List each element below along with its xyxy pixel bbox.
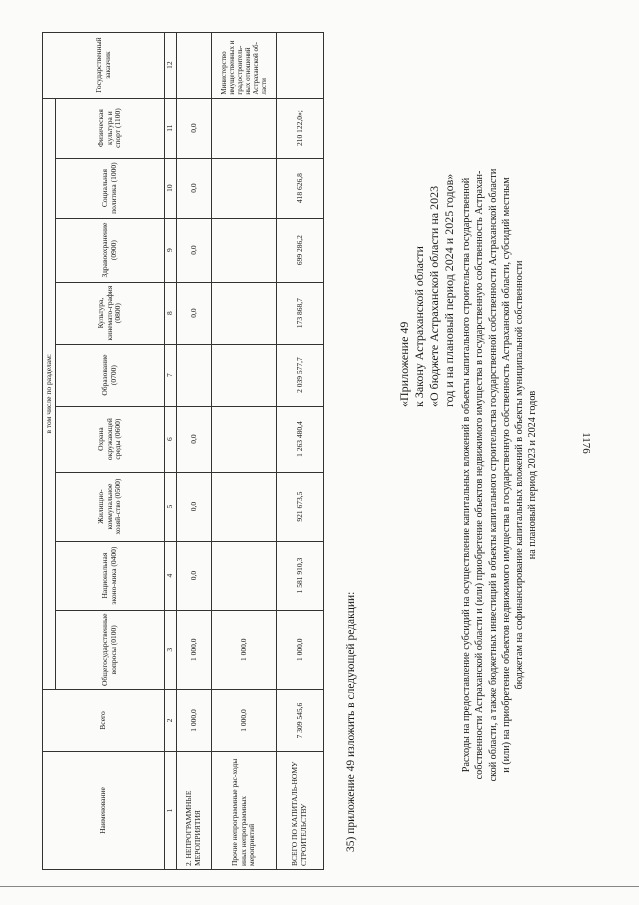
table-row-nonprogram xyxy=(177,32,212,869)
column-number: 4 xyxy=(165,541,177,610)
row-value: 1 263 480,4 xyxy=(277,406,324,472)
column-number: 9 xyxy=(165,218,177,282)
row-value: 1 581 910,3 xyxy=(277,541,324,610)
row-value: 1 000,0 xyxy=(212,610,277,689)
header-sections-group: в том числе по разделам: xyxy=(43,98,56,689)
row-value: 0,0 xyxy=(177,472,212,541)
section-header: Здравоохранение (0900) xyxy=(56,218,165,282)
column-number: 2 xyxy=(165,690,177,752)
section-header: Культура, кинемато-графия (0800) xyxy=(56,282,165,344)
section-header: Охрана окружающей среды (0600) xyxy=(56,406,165,472)
column-number-row xyxy=(165,32,177,869)
budget-table-wrapper xyxy=(42,32,324,870)
row-value: 0,0 xyxy=(177,158,212,218)
row-value: 0,0 xyxy=(177,218,212,282)
section-header: Физическая культура и спорт (1100) xyxy=(56,98,165,158)
header-name: Наименование xyxy=(43,752,165,870)
row-value: 210 122,0»; xyxy=(277,98,324,158)
section-header: Социальная политика (1000) xyxy=(56,158,165,218)
row-value: 0,0 xyxy=(177,98,212,158)
row-value xyxy=(212,472,277,541)
page-number: 1176 xyxy=(580,432,592,454)
document-heading xyxy=(460,95,540,855)
row-value: 1 000,0 xyxy=(277,610,324,689)
row-value xyxy=(212,282,277,344)
row-total: 7 309 545,6 xyxy=(277,690,324,752)
header-customer: Государственный заказчик xyxy=(43,32,165,98)
section-header: Общегосударственные вопросы (0100) xyxy=(56,610,165,689)
appendix-line: «О бюджете Астраханской области на 2023 xyxy=(427,185,441,407)
header-total: Всего xyxy=(43,690,165,752)
appendix-line: к Закону Астраханской области xyxy=(412,246,426,407)
row-value: 418 626,8 xyxy=(277,158,324,218)
heading-line: ской области, а также бюджетных инвестиций в объекты капитального строительства государственной собственности Астраханской области xyxy=(487,168,499,782)
row-name: 2. НЕПРОГРАММНЫЕ МЕРОПРИЯТИЯ xyxy=(177,752,212,870)
column-number: 12 xyxy=(165,32,177,98)
table-row-other-expenses xyxy=(212,32,277,869)
row-total: 1 000,0 xyxy=(212,690,277,752)
row-name: Прочие непрограммные рас-ходы иных непрограммных мероприятий xyxy=(212,752,277,870)
page-edge-line xyxy=(0,886,639,887)
row-value xyxy=(212,406,277,472)
row-value: 0,0 xyxy=(177,282,212,344)
row-value: 921 673,5 xyxy=(277,472,324,541)
appendix-line: год и на плановый период 2024 и 2025 годов» xyxy=(442,173,456,407)
heading-line: и (или) на приобретение объектов недвижимого имущества в государственную собственность Астраханской области, субсидий местным xyxy=(500,177,512,773)
heading-line: бюджетам на софинансирование капитальных вложений в объекты муниципальной собственности xyxy=(514,260,525,690)
heading-line: Расходы на предоставление субсидий на осуществление капитальных вложений в объекты капитального строительства государственной xyxy=(461,177,472,773)
section-header: Образование (0700) xyxy=(56,344,165,406)
column-number: 3 xyxy=(165,610,177,689)
section-header: Жилищно-коммунальное хозяй-ство (0500) xyxy=(56,472,165,541)
row-value: 173 868,7 xyxy=(277,282,324,344)
table-row-grand-total xyxy=(277,32,324,869)
heading-line: на плановый период 2023 и 2024 годов xyxy=(527,390,539,560)
amendment-instruction: 35) приложение 49 изложить в следующей редакции: xyxy=(345,591,357,852)
row-value xyxy=(177,344,212,406)
row-customer xyxy=(277,32,324,98)
column-number: 8 xyxy=(165,282,177,344)
row-customer xyxy=(177,32,212,98)
section-header: Национальная эконо-мика (0400) xyxy=(56,541,165,610)
row-value xyxy=(212,541,277,610)
row-total: 1 000,0 xyxy=(177,690,212,752)
column-number: 1 xyxy=(165,752,177,870)
row-value: 2 039 577,7 xyxy=(277,344,324,406)
row-value xyxy=(212,218,277,282)
row-value xyxy=(212,344,277,406)
row-value: 0,0 xyxy=(177,406,212,472)
row-value: 699 286,2 xyxy=(277,218,324,282)
column-number: 6 xyxy=(165,406,177,472)
appendix-line: «Приложение 49 xyxy=(397,321,411,407)
appendix-header xyxy=(397,174,457,407)
row-value xyxy=(212,158,277,218)
header-row-top xyxy=(43,32,56,869)
row-value: 0,0 xyxy=(177,541,212,610)
row-name: ВСЕГО ПО КАПИТАЛЬ-НОМУ СТРОИТЕЛЬСТВУ xyxy=(277,752,324,870)
column-number: 11 xyxy=(165,98,177,158)
row-value xyxy=(212,98,277,158)
row-value: 1 000,0 xyxy=(177,610,212,689)
column-number: 10 xyxy=(165,158,177,218)
column-number: 7 xyxy=(165,344,177,406)
row-customer: Министерство имущественных и градостроитель-ных отношений Астраханской об-ласти xyxy=(212,32,277,98)
heading-line: собственности Астраханской области и (или) приобретение объектов недвижимого имущества в государственную собственность Астрахан- xyxy=(474,170,486,780)
budget-table xyxy=(42,32,324,870)
column-number: 5 xyxy=(165,472,177,541)
